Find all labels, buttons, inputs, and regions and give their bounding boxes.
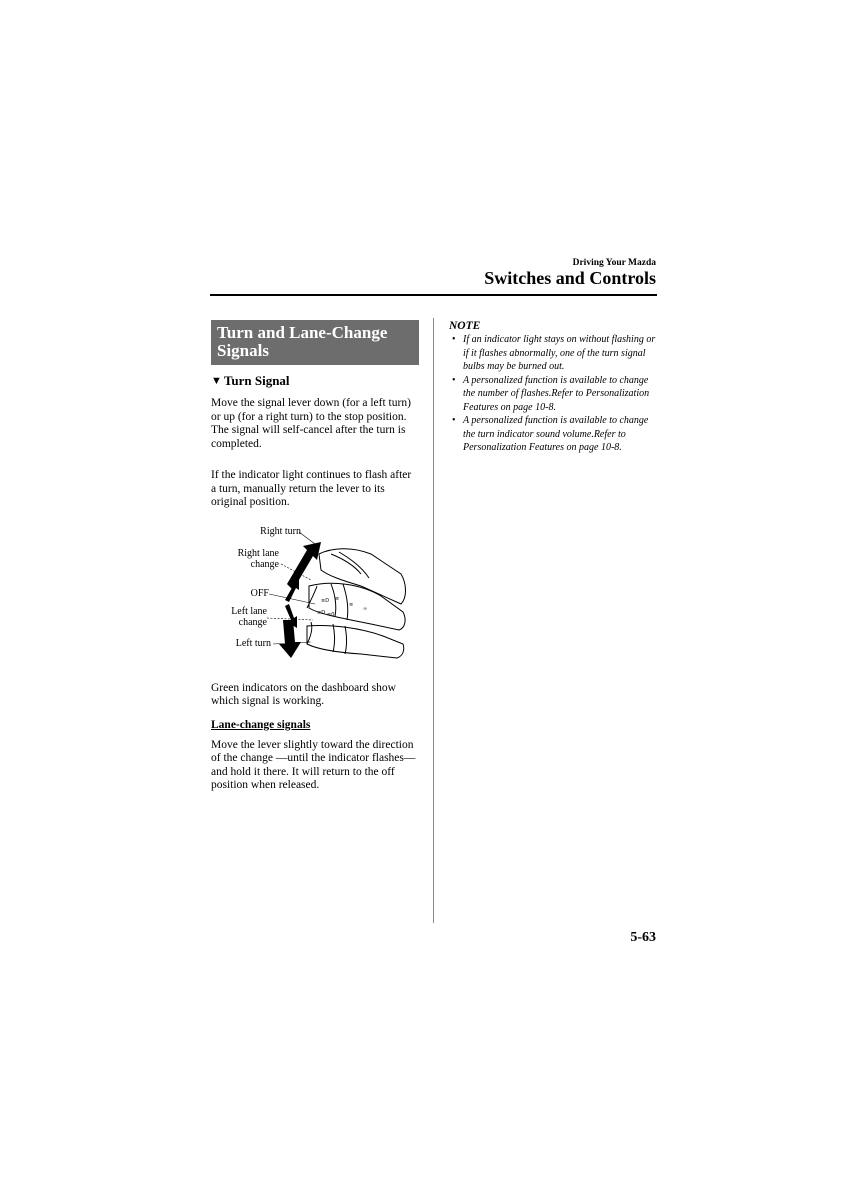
- down-triangle-icon: ▼: [211, 375, 222, 387]
- column-divider: [433, 318, 434, 923]
- note-list: [449, 333, 657, 455]
- svg-text:≡: ≡: [335, 595, 340, 602]
- lane-change-heading: Lane-change signals: [211, 718, 311, 731]
- note-heading: NOTE: [449, 320, 481, 332]
- label-right-lane-change: Right lane change: [237, 547, 279, 570]
- subhead-label: Turn Signal: [223, 373, 290, 388]
- turn-signal-lever-figure: [211, 524, 419, 674]
- lever-illustration: [211, 524, 419, 674]
- section-title: Turn and Lane-Change Signals: [211, 320, 419, 365]
- label-off: OFF: [250, 587, 269, 599]
- subhead-turn-signal: [211, 373, 419, 389]
- paragraph-indicator-light: If the indicator light continues to flash after a turn, manually return the lever to its original position.: [211, 469, 412, 508]
- svg-text:∞: ∞: [363, 605, 368, 612]
- note-item: • A personalized function is available to change the turn indicator sound volume.Refer to Personalization Features on page 10-8.: [449, 414, 657, 455]
- left-column: [211, 320, 419, 793]
- svg-text:≡0: ≡0: [327, 611, 335, 618]
- svg-text:≡D: ≡D: [317, 609, 326, 616]
- label-left-lane-change: Left lane change: [231, 605, 267, 628]
- paragraph-green-indicators: Green indicators on the dashboard show which signal is working.: [211, 681, 396, 707]
- note-item: • A personalized function is available to change the number of flashes.Refer to Personalization Features on page 10-8.: [449, 374, 657, 415]
- header-rule: [210, 294, 657, 296]
- page-number: 5-63: [630, 930, 656, 945]
- svg-text:≡: ≡: [349, 601, 354, 608]
- running-header-section: Driving Your Mazda: [572, 258, 656, 268]
- note-item: • If an indicator light stays on without flashing or if it flashes abnormally, one of the turn signal bulbs may be burned out.: [449, 333, 657, 374]
- right-column: [449, 320, 657, 455]
- svg-text:≡D: ≡D: [321, 597, 330, 604]
- paragraph-turn-signal: Move the signal lever down (for a left turn) or up (for a right turn) to the stop position. The signal will self-cancel after the turn is completed.: [211, 397, 411, 450]
- running-header-title: Switches and Controls: [484, 268, 656, 288]
- label-left-turn: Left turn: [235, 637, 271, 649]
- paragraph-lane-change: Move the lever slightly toward the direction of the change —until the indicator flashes— and hold it there. It will return to the off position when released.: [211, 738, 416, 791]
- label-right-turn: Right turn: [260, 525, 301, 537]
